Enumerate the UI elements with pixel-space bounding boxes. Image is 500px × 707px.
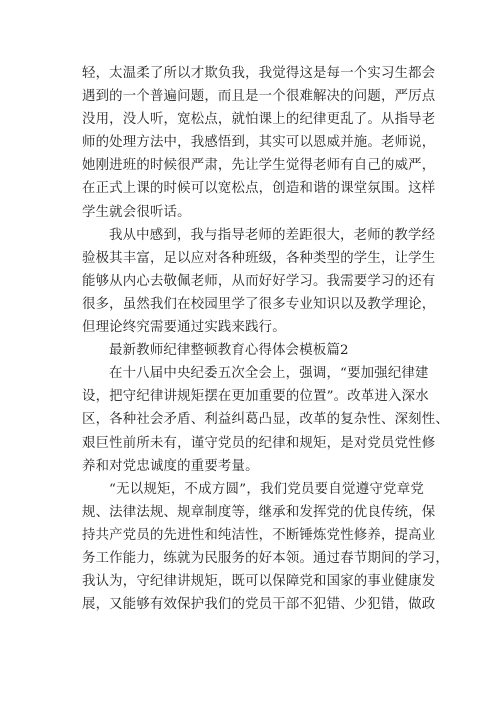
text-line: 验极其丰富，足以应对各种班级，各种类型的学生，让学生 xyxy=(82,250,436,266)
text-line: 艰巨性前所未有，谨守党员的纪律和规矩，是对党员党性修 xyxy=(82,435,436,451)
paragraph xyxy=(82,62,436,224)
text-line: 展，又能够有效保护我们的党员干部不犯错、少犯错，做政 xyxy=(82,597,436,613)
text-line: “无以规矩，不成方圆”，我们党员要自觉遵守党章党 xyxy=(109,481,424,497)
text-line: 区，各种社会矛盾、利益纠葛凸显，改革的复杂性、深刻性、 xyxy=(82,412,449,428)
text-line: 持共产党员的先进性和纯洁性，不断锤炼党性修养，提高业 xyxy=(82,527,436,543)
heading-text: 最新教师纪律整顿教育心得体会模板篇2 xyxy=(109,343,349,359)
paragraph xyxy=(82,224,436,339)
paragraph xyxy=(82,478,449,617)
text-line: 设，把守纪律讲规矩摆在更加重要的位置”。改革进入深水 xyxy=(82,389,429,405)
text-line: 师的处理方法中，我感悟到，其实可以恩威并施。老师说， xyxy=(82,135,436,151)
paragraph xyxy=(82,362,449,477)
document-body xyxy=(82,62,449,616)
text-line: 她刚进班的时候很严肃，先让学生觉得老师有自己的威严， xyxy=(82,158,436,174)
text-line: 规、法律法规、规章制度等，继承和发挥党的优良传统，保 xyxy=(82,504,436,520)
text-line: 我认为，守纪律讲规矩，既可以保障党和国家的事业健康发 xyxy=(82,574,436,590)
text-line: 学生就会很听话。 xyxy=(82,204,191,220)
text-line: 在正式上课的时候可以宽松点，创造和谐的课堂氛围。这样 xyxy=(82,181,436,197)
text-line: 养和对党忠诚度的重要考量。 xyxy=(82,458,259,474)
text-line: 没用，没人听，宽松点，就怕课上的纪律更乱了。从指导老 xyxy=(82,112,436,128)
text-line: 遇到的一个普遍问题，而且是一个很难解决的问题，严厉点 xyxy=(82,89,436,105)
text-line: 能够从内心去敬佩老师，从而好好学习。我需要学习的还有 xyxy=(82,273,436,289)
text-line: 务工作能力，练就为民服务的好本领。通过春节期间的学习， xyxy=(82,550,449,566)
section-heading xyxy=(82,339,424,362)
text-line: 很多，虽然我们在校园里学了很多专业知识以及教学理论， xyxy=(82,296,436,312)
text-line: 我从中感到，我与指导老师的差距很大，老师的教学经 xyxy=(109,227,436,243)
text-line: 但理论终究需要通过实践来践行。 xyxy=(82,320,286,336)
text-line: 轻，太温柔了所以才欺负我，我觉得这是每一个实习生都会 xyxy=(82,66,436,81)
text-line: 在十八届中央纪委五次全会上，强调，“要加强纪律建 xyxy=(109,366,429,382)
